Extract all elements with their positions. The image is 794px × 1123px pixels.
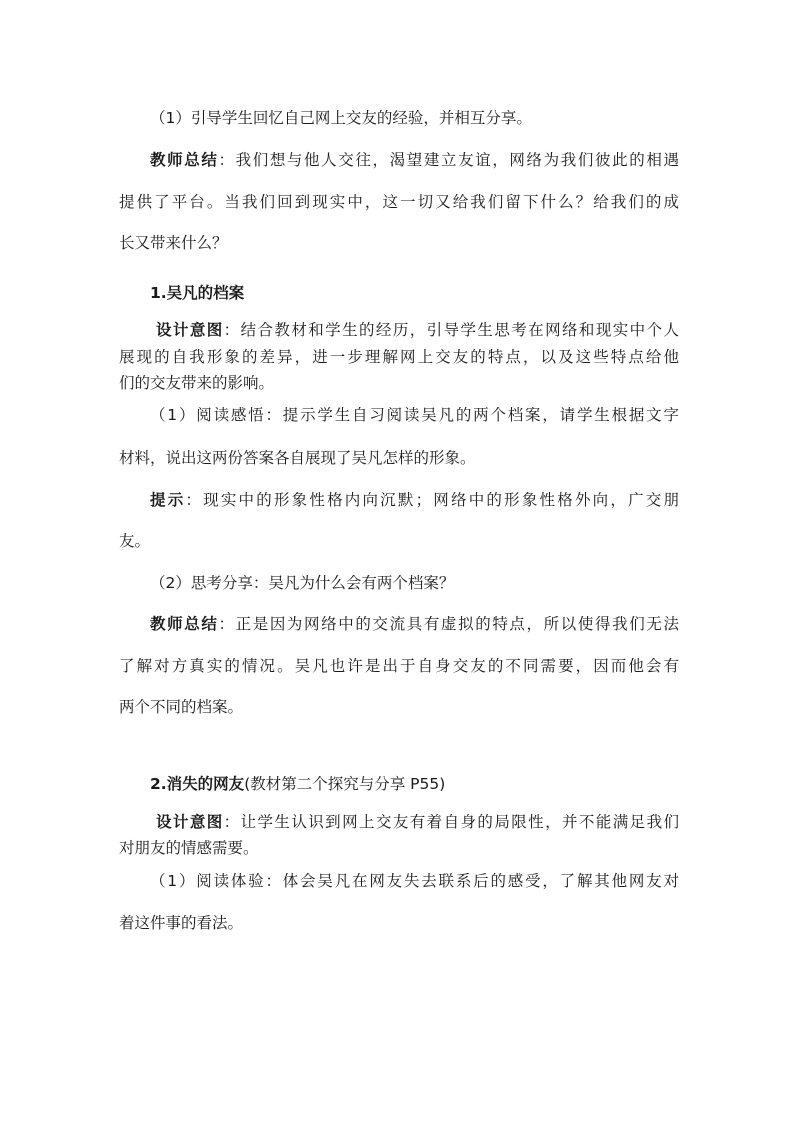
- section-heading-1: 1.吴凡的档案: [150, 284, 245, 302]
- teacher-summary-1-line-3: 长又带来什么？: [119, 234, 228, 252]
- design-intent-1-line-2: 展现的自我形象的差异，进一步理解网上交友的特点，以及这些特点给他: [119, 348, 679, 366]
- teacher-summary-label: 教师总结: [150, 615, 219, 633]
- reading-1-line-2: 材料，说出这两份答案各自展现了吴凡怎样的形象。: [119, 449, 476, 467]
- hint-label: 提示: [150, 491, 186, 509]
- section-heading-2: 2.消失的网友(教材第二个探究与分享 P55): [150, 775, 446, 793]
- reading-2-line-2: 着这件事的看法。: [119, 914, 244, 932]
- teacher-summary-1-line-2: 提供了平台。当我们回到现实中，这一切又给我们留下什么？给我们的成: [119, 193, 679, 211]
- design-intent-1-line-1: 设计意图：结合教材和学生的经历，引导学生思考在网络和现实中个人: [156, 321, 679, 339]
- hint-line-1: 提示：现实中的形象性格内向沉默；网络中的形象性格外向，广交朋: [150, 491, 679, 509]
- teacher-summary-2-line-2: 了解对方真实的情况。吴凡也许是出于自身交友的不同需要，因而他会有: [119, 657, 679, 675]
- reading-2-line-1: （1）阅读体验：体会吴凡在网友失去联系后的感受，了解其他网友对: [150, 872, 679, 890]
- design-intent-2-line-1: 设计意图：让学生认识到网上交友有着自身的局限性，并不能满足我们: [156, 813, 679, 831]
- teacher-summary-2-line-3: 两个不同的档案。: [119, 698, 244, 716]
- think-share: （2）思考分享：吴凡为什么会有两个档案？: [150, 574, 455, 592]
- design-intent-1-line-3: 们的交友带来的影响。: [119, 374, 275, 392]
- teacher-summary-label: 教师总结: [150, 151, 219, 169]
- design-intent-label: 设计意图: [156, 813, 224, 831]
- teacher-summary-1-line-1: 教师总结：我们想与他人交往，渴望建立友谊，网络为我们彼此的相遇: [150, 151, 679, 169]
- teacher-summary-2-line-1: 教师总结：正是因为网络中的交流具有虚拟的特点，所以使得我们无法: [150, 615, 679, 633]
- hint-line-2: 友。: [119, 532, 151, 550]
- reading-1-line-1: （1）阅读感悟：提示学生自习阅读吴凡的两个档案，请学生根据文字: [150, 406, 679, 424]
- paragraph-recall-experience: （1）引导学生回忆自己网上交友的经验，并相互分享。: [150, 109, 532, 127]
- design-intent-2-line-2: 对朋友的情感需要。: [119, 839, 259, 857]
- design-intent-label: 设计意图: [156, 321, 224, 339]
